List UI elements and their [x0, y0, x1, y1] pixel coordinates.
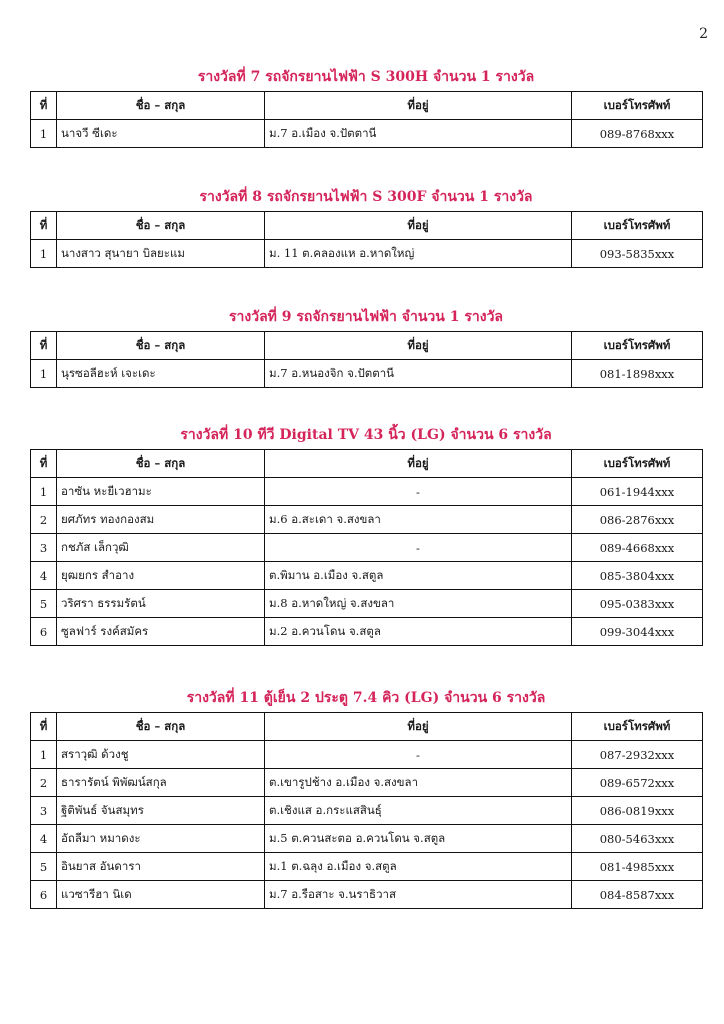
winner-address: ม.7 อ.หนองจิก จ.ปัตตานี	[265, 360, 572, 388]
header-phone: เบอร์โทรศัพท์	[572, 450, 703, 478]
table-row	[31, 360, 703, 388]
winner-phone: 095-0383xxx	[572, 590, 703, 618]
row-number: 6	[31, 618, 57, 646]
winner-address: -	[265, 534, 572, 562]
winner-address: ต.เขารูปช้าง อ.เมือง จ.สงขลา	[265, 769, 572, 797]
winner-address: -	[265, 478, 572, 506]
winners-table	[30, 91, 703, 148]
winners-table	[30, 712, 703, 909]
winner-address: ม.7 อ.รือสาะ จ.นราธิวาส	[265, 881, 572, 909]
header-address: ที่อยู่	[265, 92, 572, 120]
header-num: ที่	[31, 212, 57, 240]
table-row	[31, 590, 703, 618]
winner-phone: 086-2876xxx	[572, 506, 703, 534]
table-header-row	[31, 450, 703, 478]
table-row	[31, 506, 703, 534]
winner-name: นุรซอลีฮะห์ เจะเดะ	[57, 360, 265, 388]
header-name: ชื่อ – สกุล	[57, 92, 265, 120]
winners-table	[30, 331, 703, 388]
winner-address: ต.เชิงแส อ.กระแสสินธุ์	[265, 797, 572, 825]
winner-address: ม.7 อ.เมือง จ.ปัตตานี	[265, 120, 572, 148]
row-number: 1	[31, 120, 57, 148]
header-address: ที่อยู่	[265, 212, 572, 240]
header-phone: เบอร์โทรศัพท์	[572, 212, 703, 240]
winner-phone: 086-0819xxx	[572, 797, 703, 825]
row-number: 4	[31, 562, 57, 590]
winner-address: ม.5 ต.ควนสะตอ อ.ควนโดน จ.สตูล	[265, 825, 572, 853]
table-row	[31, 534, 703, 562]
table-row	[31, 881, 703, 909]
header-num: ที่	[31, 713, 57, 741]
section-title: รางวัลที่ 10 ทีวี Digital TV 43 นิ้ว (LG) จำนวน 6 รางวัล	[180, 427, 552, 443]
winner-name: ธารารัตน์ พิพัฒน์สกุล	[57, 769, 265, 797]
winner-phone: 080-5463xxx	[572, 825, 703, 853]
header-num: ที่	[31, 450, 57, 478]
prize-10-section	[30, 424, 702, 646]
winner-address: ม. 11 ต.คลองแห อ.หาดใหญ่	[265, 240, 572, 268]
winner-address: ม.8 อ.หาดใหญ่ จ.สงขลา	[265, 590, 572, 618]
header-address: ที่อยู่	[265, 450, 572, 478]
row-number: 6	[31, 881, 57, 909]
table-row	[31, 240, 703, 268]
winner-name: ยุฒยกร สำอาง	[57, 562, 265, 590]
table-row	[31, 741, 703, 769]
row-number: 1	[31, 240, 57, 268]
table-row	[31, 825, 703, 853]
table-row	[31, 797, 703, 825]
winner-name: อาซัน หะยีเวฮามะ	[57, 478, 265, 506]
winners-table	[30, 211, 703, 268]
winner-address: ม.2 อ.ควนโดน จ.สตูล	[265, 618, 572, 646]
header-phone: เบอร์โทรศัพท์	[572, 713, 703, 741]
winner-name: อินยาส อันดารา	[57, 853, 265, 881]
table-row	[31, 562, 703, 590]
header-phone: เบอร์โทรศัพท์	[572, 92, 703, 120]
section-title: รางวัลที่ 11 ตู้เย็น 2 ประตู 7.4 คิว (LG) จำนวน 6 รางวัล	[186, 690, 546, 706]
table-row	[31, 769, 703, 797]
winner-name: กชภัส เล็กวุฒิ	[57, 534, 265, 562]
row-number: 1	[31, 741, 57, 769]
prize-7-section	[30, 66, 702, 148]
winner-phone: 089-8768xxx	[572, 120, 703, 148]
winner-name: นางสาว สุนายา บิลยะแม	[57, 240, 265, 268]
table-header-row	[31, 212, 703, 240]
winner-name: ฐิติพันธ์ จันสมุทร	[57, 797, 265, 825]
table-header-row	[31, 92, 703, 120]
header-name: ชื่อ – สกุล	[57, 332, 265, 360]
header-num: ที่	[31, 92, 57, 120]
winner-name: วริศรา ธรรมรัตน์	[57, 590, 265, 618]
row-number: 3	[31, 534, 57, 562]
winner-name: ซูลฟาร์ รงค์สมัคร	[57, 618, 265, 646]
winner-name: สราวุฒิ ด้วงชู	[57, 741, 265, 769]
winner-name: แวซารีฮา นิเด	[57, 881, 265, 909]
prize-9-section	[30, 306, 702, 388]
table-header-row	[31, 713, 703, 741]
header-address: ที่อยู่	[265, 713, 572, 741]
header-num: ที่	[31, 332, 57, 360]
winner-address: -	[265, 741, 572, 769]
winner-address: ม.1 ต.ฉลุง อ.เมือง จ.สตูล	[265, 853, 572, 881]
header-address: ที่อยู่	[265, 332, 572, 360]
table-row	[31, 618, 703, 646]
row-number: 5	[31, 590, 57, 618]
row-number: 2	[31, 506, 57, 534]
winners-table	[30, 449, 703, 646]
section-title: รางวัลที่ 7 รถจักรยานไฟฟ้า S 300H จำนวน 1 รางวัล	[197, 69, 535, 85]
header-name: ชื่อ – สกุล	[57, 450, 265, 478]
prize-11-section	[30, 687, 702, 909]
section-title: รางวัลที่ 8 รถจักรยานไฟฟ้า S 300F จำนวน 1 รางวัล	[199, 189, 533, 205]
table-header-row	[31, 332, 703, 360]
header-name: ชื่อ – สกุล	[57, 212, 265, 240]
winner-phone: 099-3044xxx	[572, 618, 703, 646]
table-row	[31, 853, 703, 881]
prize-8-section	[30, 186, 702, 268]
row-number: 5	[31, 853, 57, 881]
section-title: รางวัลที่ 9 รถจักรยานไฟฟ้า จำนวน 1 รางวัล	[228, 309, 504, 325]
winner-name: นาจวี ซีเดะ	[57, 120, 265, 148]
winner-address: ต.พิมาน อ.เมือง จ.สตูล	[265, 562, 572, 590]
row-number: 4	[31, 825, 57, 853]
winner-phone: 089-6572xxx	[572, 769, 703, 797]
winner-name: อัถลีมา หมาดงะ	[57, 825, 265, 853]
winner-address: ม.6 อ.สะเดา จ.สงขลา	[265, 506, 572, 534]
header-name: ชื่อ – สกุล	[57, 713, 265, 741]
row-number: 1	[31, 478, 57, 506]
winner-phone: 093-5835xxx	[572, 240, 703, 268]
table-row	[31, 120, 703, 148]
winner-phone: 081-4985xxx	[572, 853, 703, 881]
row-number: 2	[31, 769, 57, 797]
header-phone: เบอร์โทรศัพท์	[572, 332, 703, 360]
winner-phone: 061-1944xxx	[572, 478, 703, 506]
winner-phone: 084-8587xxx	[572, 881, 703, 909]
winner-name: ยศภัทร ทองกองสม	[57, 506, 265, 534]
row-number: 3	[31, 797, 57, 825]
page-number: 2	[699, 26, 708, 42]
winner-phone: 089-4668xxx	[572, 534, 703, 562]
table-row	[31, 478, 703, 506]
winner-phone: 087-2932xxx	[572, 741, 703, 769]
winner-phone: 081-1898xxx	[572, 360, 703, 388]
winner-phone: 085-3804xxx	[572, 562, 703, 590]
row-number: 1	[31, 360, 57, 388]
